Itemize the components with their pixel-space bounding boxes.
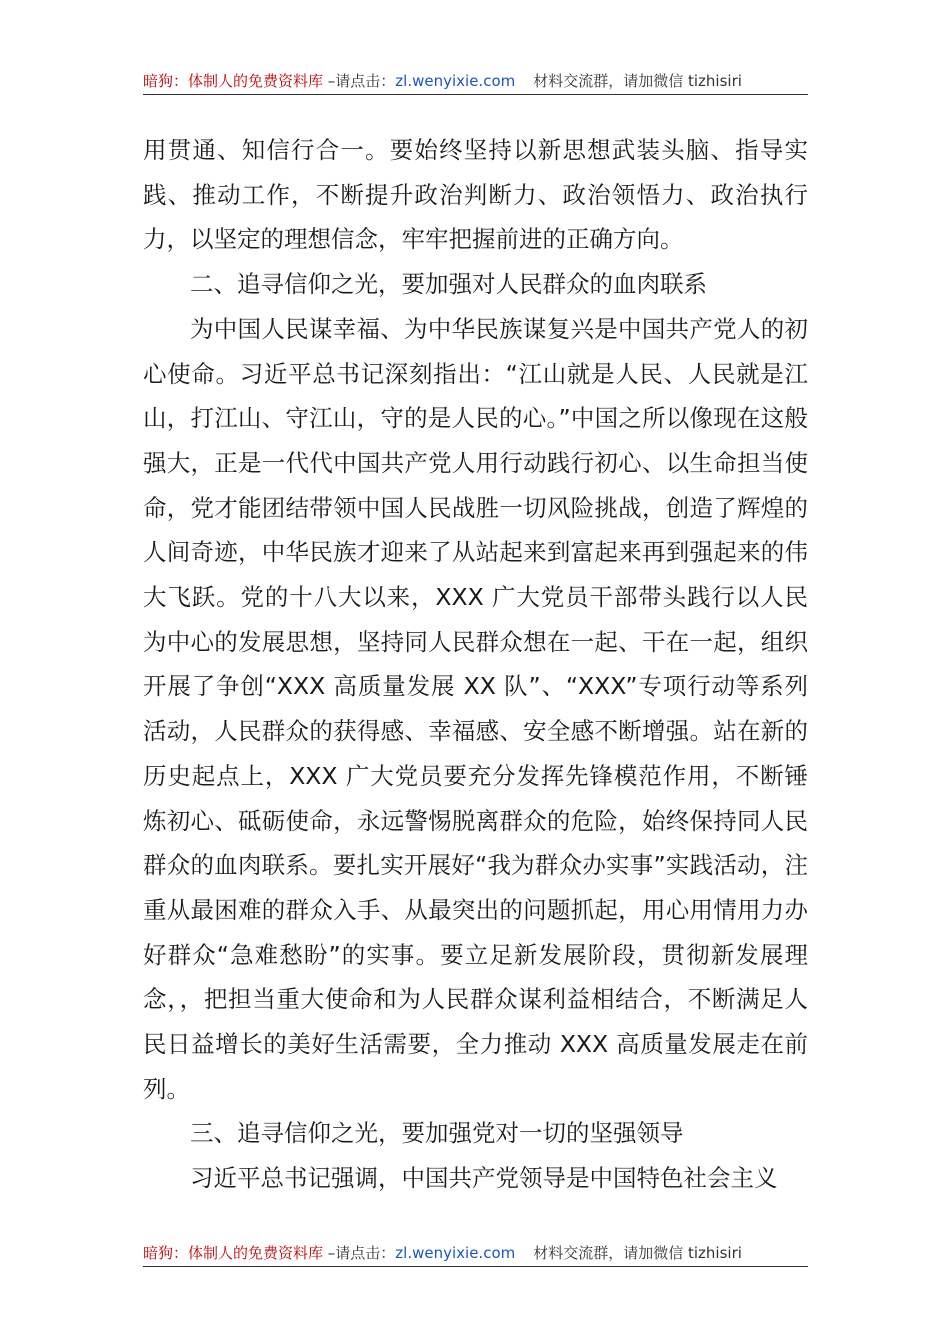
header-url-link[interactable]: zl.wenyixie.com	[395, 72, 516, 90]
footer-group-text: 材料交流群，请加微信 tizhisiri	[533, 1244, 742, 1262]
footer-brand: 暗狗：体制人的免费资料库	[143, 1244, 324, 1262]
page-header	[143, 68, 808, 95]
section-heading-2: 二、追寻信仰之光，要加强对人民群众的血肉联系	[190, 270, 707, 299]
paragraph-section-3: 习近平总书记强调，中国共产党领导是中国特色社会主义	[190, 1164, 778, 1193]
document-body	[143, 128, 808, 1201]
page-footer	[143, 1240, 808, 1267]
section-heading-3: 三、追寻信仰之光，要加强党对一切的坚强领导	[190, 1119, 684, 1148]
paragraph-section-2: 为中国人民谋幸福、为中华民族谋复兴是中国共产党人的初心使命。习近平总书记深刻指出：“江山就是人民、人民就是江山，打江山、守江山，守的是人民的心。”中国之所以像现在这般强大，正是一代代中国共产党人用行动践行初心、以生命担当使命，党才能团结带领中国人民战胜一切风险挑战，创造了辉煌的人间奇迹，中华民族才迎来了从站起来到富起来再到强起来的伟大飞跃。党的十八大以来，XXX 广大党员干部带头践行以人民为中心的发展思想，坚持同人民群众想在一起、干在一起，组织开展了争创“XXX 高质量发展 XX 队”、“XXX”专项行动等系列活动，人民群众的获得感、幸福感、安全感不断增强。站在新的历史起点上，XXX 广大党员要充分发挥先锋模范作用，不断锤炼初心、砥砺使命，永远警惕脱离群众的危险，始终保持同人民群众的血肉联系。要扎实开展好“我为群众办实事”实践活动，注重从最困难的群众入手、从最突出的问题抓起，用心用情用力办好群众“急难愁盼”的实事。要立足新发展阶段，贯彻新发展理念，，把担当重大使命和为人民群众谋利益相结合，不断满足人民日益增长的美好生活需要，全力推动 XXX 高质量发展走在前列。	[143, 314, 808, 1103]
paragraph-continued: 用贯通、知信行合一。要始终坚持以新思想武装头脑、指导实践、推动工作，不断提升政治判断力、政治领悟力、政治执行力，以坚定的理想信念，牢牢把握前进的正确方向。	[143, 136, 808, 254]
header-brand: 暗狗：体制人的免费资料库	[143, 72, 324, 90]
footer-click-prefix: –请点击：	[323, 1244, 396, 1262]
header-click-prefix: –请点击：	[323, 72, 396, 90]
footer-url-link[interactable]: zl.wenyixie.com	[395, 1244, 516, 1262]
header-group-text: 材料交流群，请加微信 tizhisiri	[533, 72, 742, 90]
